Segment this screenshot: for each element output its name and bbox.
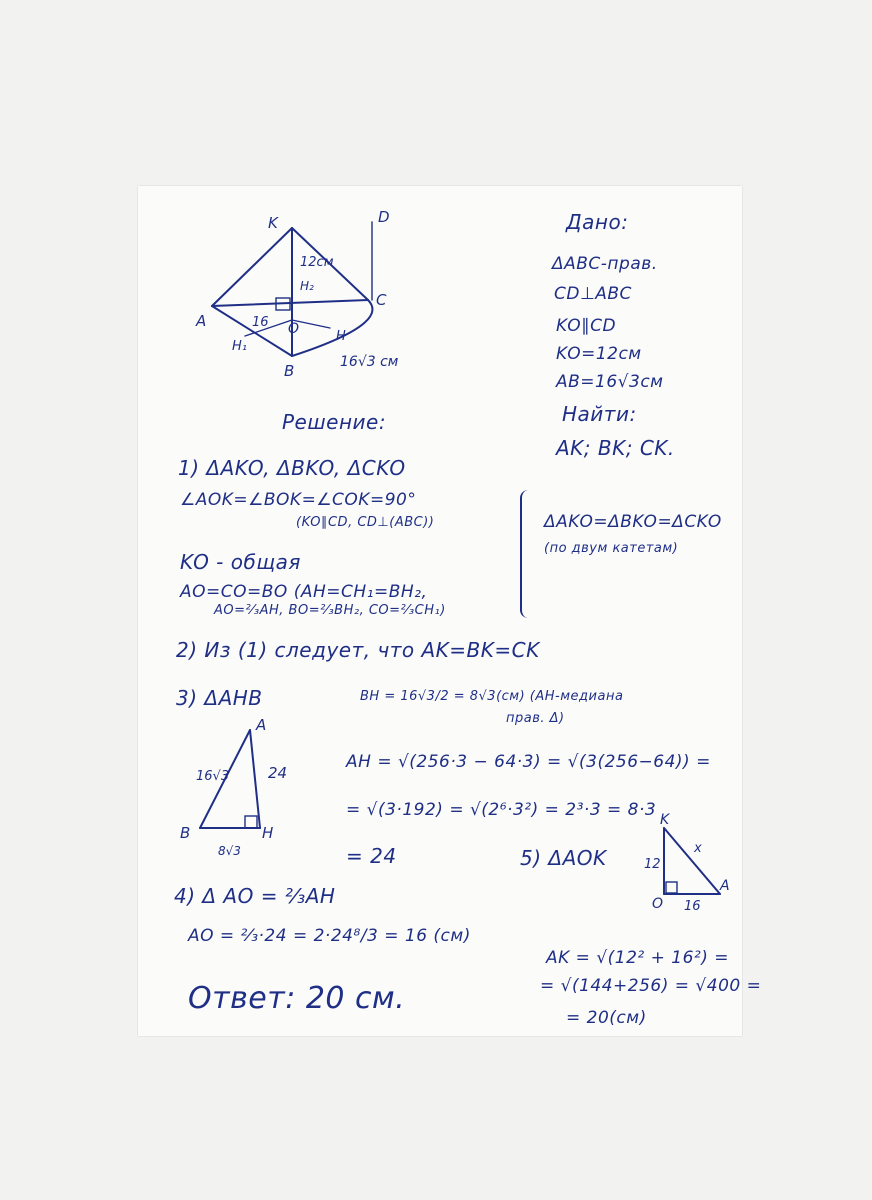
step1-line6: AO=²⁄₃AH, BO=²⁄₃BH₂, CO=²⁄₃CH₁) xyxy=(214,603,446,618)
given-line-1: ΔABC-прав. xyxy=(552,254,658,274)
step1-line1: 1) ΔAKO, ΔBKO, ΔCKO xyxy=(178,456,406,480)
tri1-label-AB: 16√3 xyxy=(196,769,230,784)
step1-line3: (KO∥CD, CD⊥(ABC)) xyxy=(296,515,435,530)
step5-title: 5) ΔAOK xyxy=(520,846,607,870)
step3-bh-2: прав. Δ) xyxy=(506,711,565,726)
tri1-label-A: A xyxy=(256,716,267,734)
pyramid-label-D: D xyxy=(378,208,390,226)
tri2-label-A: A xyxy=(720,878,730,894)
step1-line2: ∠AOK=∠BOK=∠COK=90° xyxy=(180,490,417,510)
pyramid-label-H1: H₁ xyxy=(232,339,247,354)
tri1-label-B: B xyxy=(180,824,191,842)
pyramid-label-O: O xyxy=(288,321,300,337)
answer: Ответ: 20 см. xyxy=(188,981,406,1016)
step3-ah-1: AH = √(256·3 − 64·3) = √(3(256−64)) = xyxy=(346,752,711,772)
pyramid-label-AO: 16 xyxy=(252,315,269,330)
step5-ak-2: = √(144+256) = √400 = xyxy=(540,976,762,996)
pyramid-label-BC: 16√3 см xyxy=(340,354,399,370)
step1-line5: AO=CO=BO (AH=CH₁=BH₂, xyxy=(180,582,428,602)
tri2-label-AK: x xyxy=(694,841,702,856)
step4-calc: AO = ²⁄₃·24 = 2·24⁸/3 = 16 (см) xyxy=(188,926,471,946)
given-title: Дано: xyxy=(566,210,629,234)
tri1-label-H: H xyxy=(262,824,274,842)
tri2-label-KO: 12 xyxy=(644,857,661,872)
step2: 2) Из (1) следует, что AK=BK=CK xyxy=(176,638,540,662)
given-line-3: KO∥CD xyxy=(556,316,617,336)
step1-brace xyxy=(520,490,536,618)
pyramid-label-C: C xyxy=(376,291,387,309)
tri2-label-O: O xyxy=(652,896,664,912)
step3-ah-3: = 24 xyxy=(346,844,397,868)
step3-title: 3) ΔAHB xyxy=(176,686,263,710)
step3-ah-2: = √(3·192) = √(2⁶·3²) = 2³·3 = 8·3 xyxy=(346,800,657,820)
step5-ak-3: = 20(см) xyxy=(566,1008,647,1028)
tri2-label-K: K xyxy=(660,812,670,828)
step5-ak-1: AK = √(12² + 16²) = xyxy=(546,948,730,968)
step3-bh: BH = 16√3/2 = 8√3(см) (AH-медиана xyxy=(360,689,624,704)
step1-conclusion-2: (по двум катетам) xyxy=(544,541,679,556)
step4-title: 4) Δ AO = ²⁄₃AH xyxy=(174,884,336,908)
pyramid-label-A: A xyxy=(196,312,207,330)
pyramid-label-H: H xyxy=(336,329,346,344)
tri2-label-OA: 16 xyxy=(684,899,701,914)
pyramid-label-KO: 12см xyxy=(300,255,334,270)
tri1-label-AH: 24 xyxy=(268,764,288,782)
find-title: Найти: xyxy=(562,402,637,426)
given-line-4: KO=12см xyxy=(556,344,642,364)
tri1-label-BH: 8√3 xyxy=(218,844,241,858)
find-text: AK; BK; CK. xyxy=(556,436,675,460)
pyramid-label-K: K xyxy=(268,214,278,232)
pyramid-label-H2: H₂ xyxy=(300,279,314,293)
solution-title: Решение: xyxy=(282,410,387,434)
pyramid-label-B: B xyxy=(284,362,295,380)
given-line-2: CD⊥ABC xyxy=(554,284,632,304)
step1-line4: KO - общая xyxy=(180,550,301,574)
step1-conclusion-1: ΔAKO=ΔBKO=ΔCKO xyxy=(544,512,722,532)
given-line-5: AB=16√3см xyxy=(556,372,664,392)
